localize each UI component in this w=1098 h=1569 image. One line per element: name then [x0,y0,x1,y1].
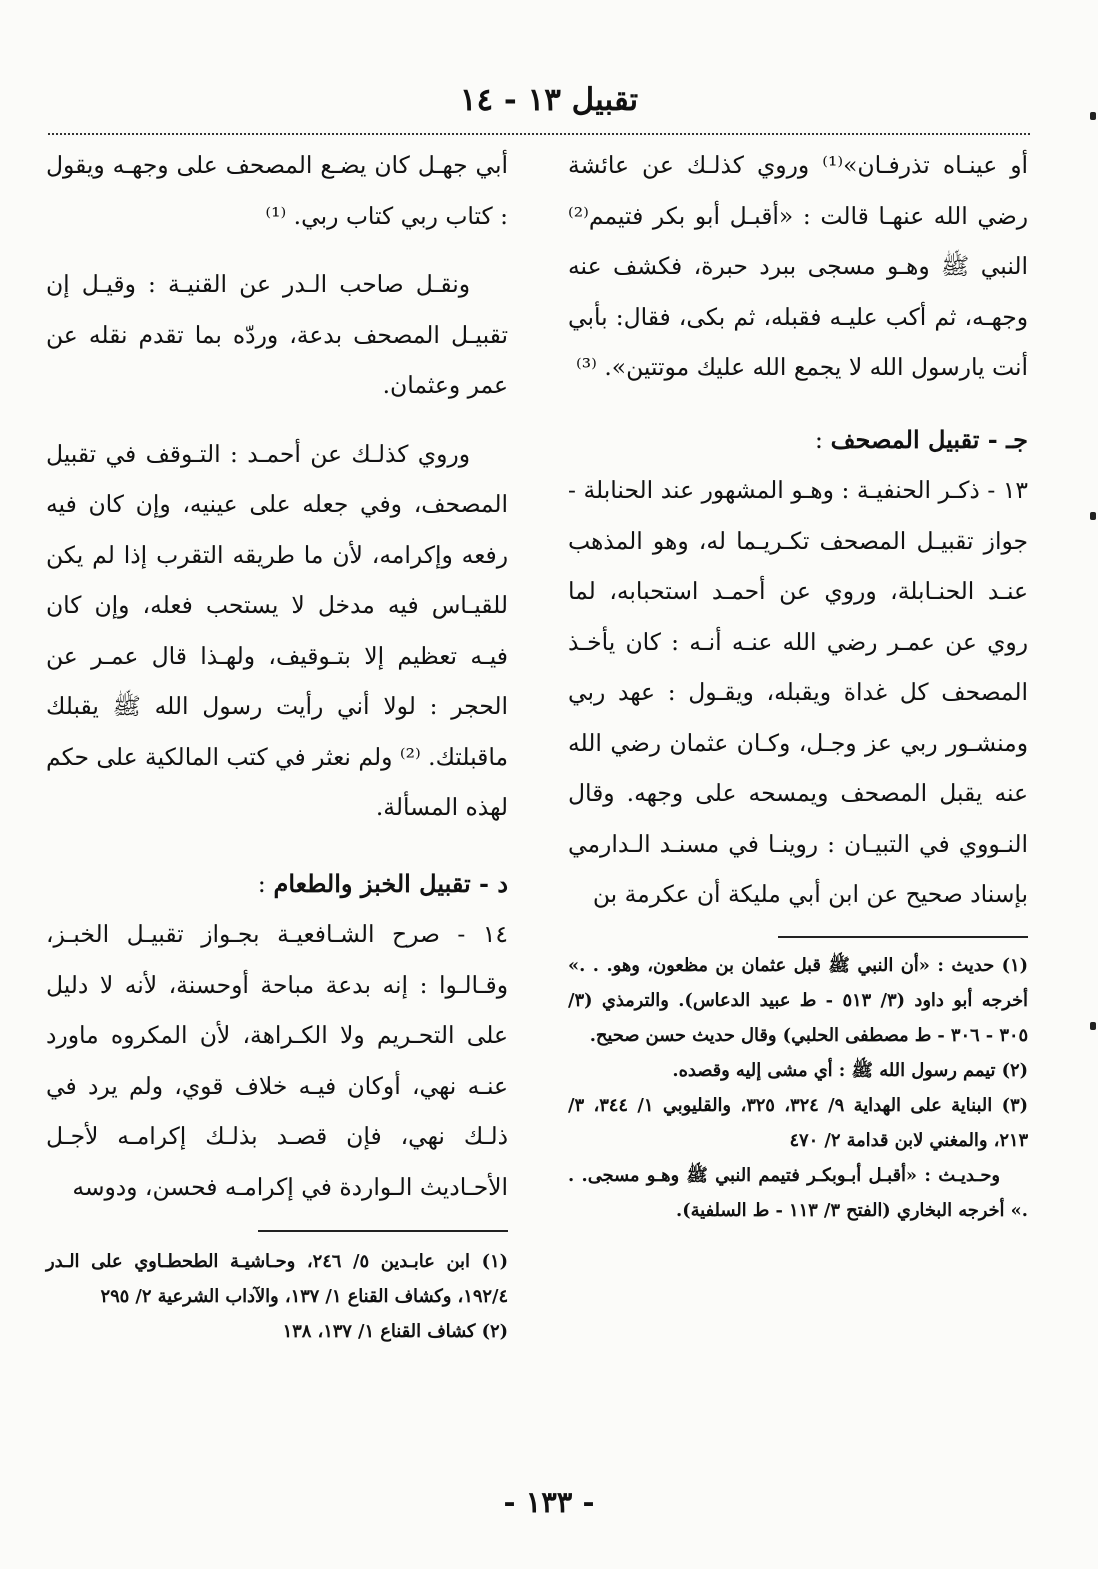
left-footnote-1: (١) ابن عابـدين ٥/ ٢٤٦، وحـاشيـة الطحطـاوي على الـدر ١٩٢/٤، وكشاف القناع ١/ ١٣٧، والآداب الشرعية ٢/ ٢٩٥ [46,1251,508,1307]
page-number: - ١٣٣ - [503,1485,595,1519]
left-paragraph-3: وروي كذلـك عن أحمـد : التـوقف في تقبيل المصحف، وفي جعله على عينيه، وإن كان فيه رفعه وإكرامه، لأن ما طريقه التقرب إذا لم يكن للقيـاس فيه مدخل لا يستحب فعله، وإن كان فيـه تعظيم إلا بتـوقيف، ولهـذا قال عمـر عن الحجر : لولا أني رأيت رسول الله ﷺ يقبلك ماقبلتك. ⁽²⁾ ولم نعثر في كتب المالكية على حكم لهذه المسألة. [46,439,508,821]
binding-mark [1090,112,1096,120]
right-footnote-1: (١) حديث : «أن النبي ﷺ قبل عثمان بن مظعون، وهو. . .» أخرجه أبو داود (٣/ ٥١٣ - ط عبيد الدعاس). والترمذي (٣/ ٣٠٥ - ٣٠٦ - ط مصطفى الحلبي) وقال حديث حسن صحيح. [568,954,1028,1046]
header-dotted-rule [48,133,1030,135]
spacer [46,241,508,259]
section-heading-d-colon: : [257,869,274,898]
binding-mark [1090,512,1096,520]
page-header-title: تقبيل ١٣ - ١٤ [459,82,639,118]
footnote-separator [778,936,1028,938]
footnote-separator [258,1230,508,1232]
section-heading-d-text: د - تقبيل الخبز والطعام [273,868,508,898]
left-paragraph-1: أبي جهـل كان يضـع المصحف على وجهـه ويقول : كتاب ربي كتاب ربي. ⁽¹⁾ [46,151,508,230]
section-heading-j-colon: : [814,425,831,454]
right-paragraph-1: أو عينـاه تذرفـان»⁽¹⁾ وروي كذلـك عن عائشة رضي الله عنهـا قالت : «أقبـل أبو بكر فتيمم⁽²⁾ النبي ﷺ وهـو مسجى ببرد حبرة، فكشف عنه وجهـه، ثم أكب عليـه فقبله، ثم بكى، فقال: بأبي أنت يارسول الله لا يجمع الله عليك موتتين». ⁽³⁾ [568,151,1028,381]
section-d-body: ١٤ - صرح الشـافعيـة بجـواز تقبيـل الخبـز، وقـالـوا : إنه بدعة مباحة أوحسنة، لأنه لا دليل على التحـريم ولا الكـراهة، لأن المكروه ماورد عنـه نهي، أوكان فيـه خلاف قوي، ولم يرد في ذلـك نهي، فإن قصـد بذلـك إكرامـه لأجـل الأحـاديث الـواردة في إكرامـه فحسن، ودوسه [46,920,508,1201]
section-heading-j-text: جـ - تقبيل المصحف [830,424,1028,454]
left-column [46,140,508,1459]
spacer [568,393,1028,415]
right-footnote-2: (٢) تيمم رسول الله ﷺ : أي مشى إليه وقصده. [672,1059,1028,1081]
right-column [568,140,1028,1459]
binding-mark [1090,1022,1096,1030]
right-footnote-3-continued: وحـديـث : «أقبـل أبـوبكـر فتيمم النبي ﷺ وهـو مسجى. . .» أخرجه البخاري (الفتح ٣/ ١١٣ - ط السلفية). [568,1164,1028,1221]
section-heading-j [568,415,1028,466]
right-footnote-3: (٣) البناية على الهداية ٩/ ٣٢٤، ٣٢٥، والقليوبي ١/ ٣٤٤، ٣/ ٢١٣، والمغني لابن قدامة ٢/ ٤٧٠ [568,1094,1029,1151]
left-paragraph-2: ونقـل صاحب الـدر عن القنيـة : وقيـل إن تقبيـل المصحف بدعة، وردّه بما تقدم نقله عن عمر وعثمان. [46,270,508,399]
spacer [46,411,508,429]
section-j-body: ١٣ - ذكـر الحنفيـة : وهـو المشهور عند الحنابلة - جواز تقبيـل المصحف تكـريـما له، وهو المذهب عنـد الحنـابلة، وروي عن أحمـد استحبابه، لما روي عن عمـر رضي الله عنـه أنـه : كان يأخـذ المصحف كل غداة ويقبله، ويقـول : عهد ربي ومنشـور ربي عز وجـل، وكـان عثمان رضي الله عنه يقبل المصحف ويمسحه على وجهه. وقال النـووي في التبيـان : روينـا في مسنـد الـدارمي بإسناد صحيح عن ابن أبي مليكة أن عكرمة بن [568,476,1028,908]
spacer [46,833,508,859]
section-heading-d [46,859,508,910]
left-footnote-2: (٢) كشاف القناع ١/ ١٣٧، ١٣٨ [282,1321,508,1342]
